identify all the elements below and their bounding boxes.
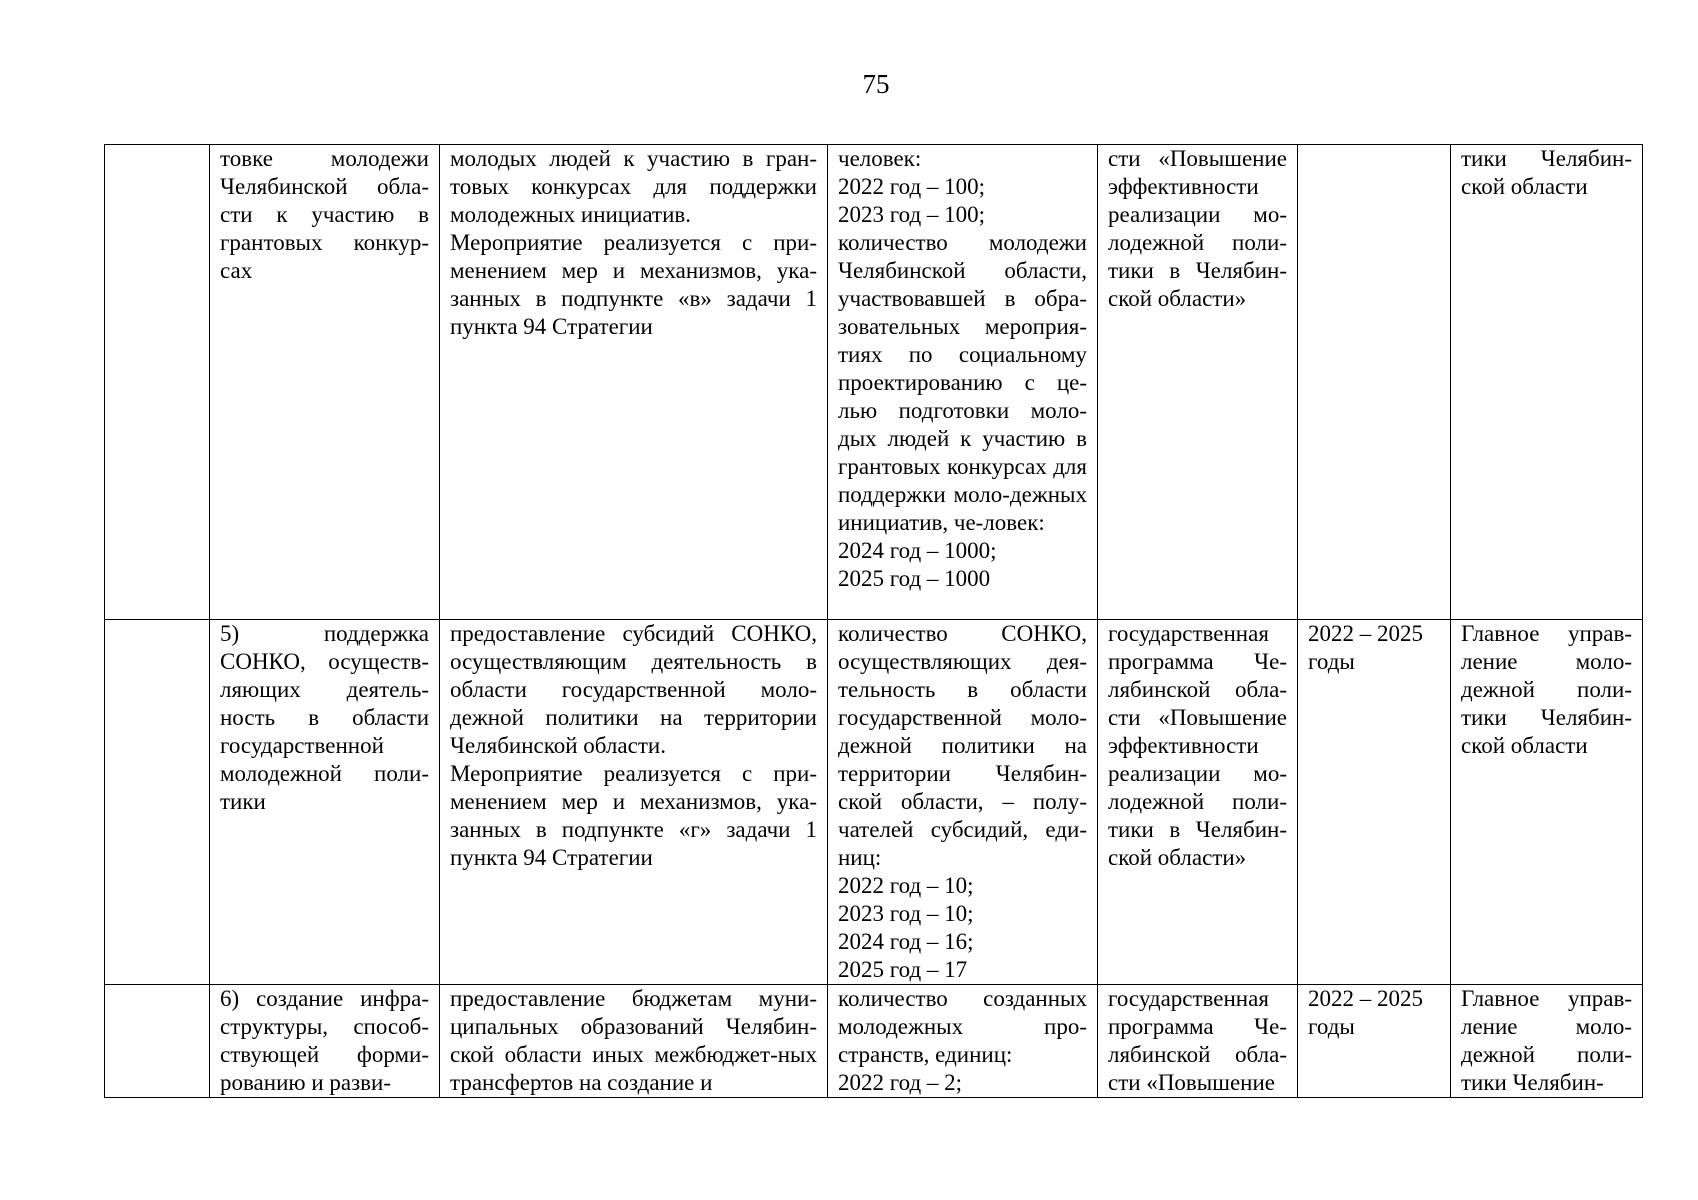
period-cell: 2022 – 2025 годы (1298, 620, 1451, 985)
program-cell: сти «Повышение эффективности реализации мо-лодежной поли-тики в Челябин-ской области» (1098, 145, 1298, 620)
indicator-cell: количество созданных молодежных про-странств, единиц: 2022 год – 2; (828, 985, 1098, 1098)
indicator-cell: человек: 2022 год – 100; 2023 год – 100; количество молодежи Челябинской области, участвовавшей в обра-зовательных мероприя-тиях по социальному проектированию с це-лью подготовки моло-дых людей к участию в грантовых конкурсах для поддержки моло-дежных инициатив, че-ловек: 2024 год – 1000; 2025 год – 1000 (828, 145, 1098, 620)
responsible-cell: Главное управ-ление моло-дежной поли-тики Челябин- (1451, 985, 1643, 1098)
indicator-cell: количество СОНКО, осуществляющих дея-тельность в области государственной моло-дежной политики на территории Челябин-ской области, – полу-чателей субсидий, еди-ниц: 2022 год – 10; 2023 год – 10; 2024 год – 16; 2025 год – 17 (828, 620, 1098, 985)
table-row (105, 620, 1643, 985)
measure-description-cell: предоставление бюджетам муни-ципальных образований Челябин-ской области иных межбюджет-ных трансфертов на создание и (440, 985, 828, 1098)
measure-name-cell: 6) создание инфра-структуры, способ-ствующей форми-рованию и разви- (210, 985, 440, 1098)
measure-name-cell: 5) поддержка СОНКО, осуществ-ляющих деятель-ность в области государственной молодежной поли-тики (210, 620, 440, 985)
row-number-cell (105, 985, 210, 1098)
row-number-cell (105, 620, 210, 985)
program-cell: государственная программа Че-лябинской обла-сти «Повышение эффективности реализации мо-лодежной поли-тики в Челябин-ской области» (1098, 620, 1298, 985)
responsible-cell: Главное управ-ление моло-дежной поли-тики Челябин-ской области (1451, 620, 1643, 985)
period-cell (1298, 145, 1451, 620)
period-cell: 2022 – 2025 годы (1298, 985, 1451, 1098)
program-cell: государственная программа Че-лябинской обла-сти «Повышение (1098, 985, 1298, 1098)
measure-description-cell: молодых людей к участию в гран-товых конкурсах для поддержки молодежных инициатив. Мероприятие реализуется с при-менением мер и механизмов, ука-занных в подпункте «в» задачи 1 пункта 94 Стратегии (440, 145, 828, 620)
table-row (105, 985, 1643, 1098)
measures-table (104, 144, 1643, 1098)
page-number: 75 (862, 69, 890, 99)
measure-name-cell: товке молодежи Челябинской обла-сти к участию в грантовых конкур-сах (210, 145, 440, 620)
responsible-cell: тики Челябин-ской области (1451, 145, 1643, 620)
row-number-cell (105, 145, 210, 620)
table-row (105, 145, 1643, 620)
measure-description-cell: предоставление субсидий СОНКО, осуществляющим деятельность в области государственной моло-дежной политики на территории Челябинской области. Мероприятие реализуется с при-менением мер и механизмов, ука-занных в подпункте «г» задачи 1 пункта 94 Стратегии (440, 620, 828, 985)
